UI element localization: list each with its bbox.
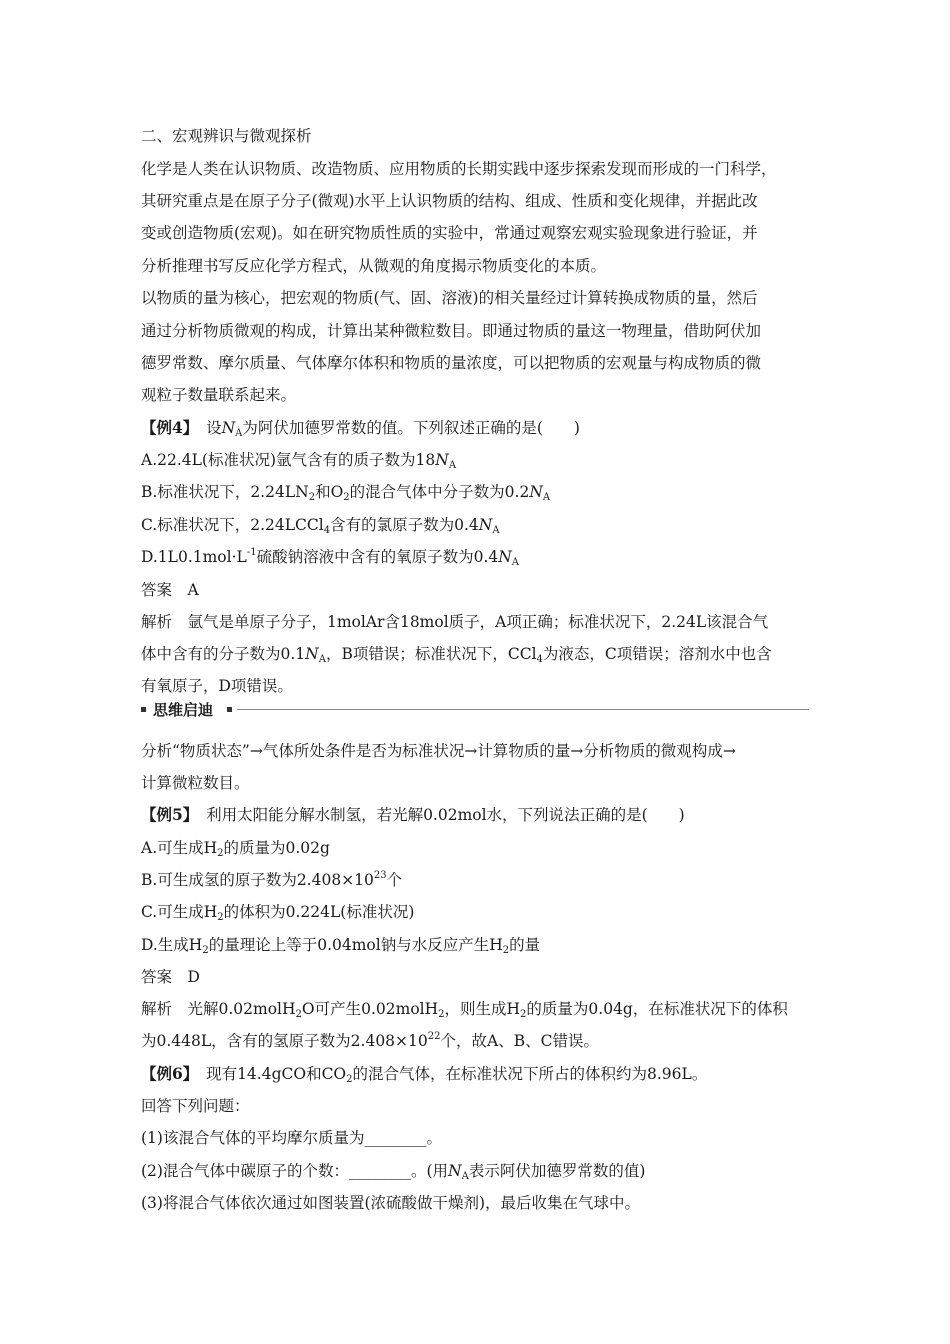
example5-option-c: C.可生成$H_2$的体积为0.224L(标准状况) — [141, 903, 415, 923]
example6-question: 【例6】 现有14.4gCO和$CO_2$的混合气体，在标准状况下所占的体积约为8.96L。 — [141, 1064, 708, 1085]
para1-line4: 分析推理书写反应化学方程式，从微观的角度揭示物质变化的本质。 — [141, 257, 607, 275]
example4-label: 【例4】 — [141, 418, 191, 437]
para1-line1: 化学是人类在认识物质、改造物质、应用物质的长期实践中逐步探索发现而形成的一门科学， — [141, 160, 777, 178]
para1-line2: 其研究重点是在原子分子(微观)水平上认识物质的结构、组成、性质和变化规律，并据此改 — [141, 192, 758, 210]
example5-answer: 答案 D — [141, 968, 200, 986]
example6-q2: (2)混合气体中碳原子的个数：________。(用$N_A$表示阿伏加德罗常数的值) — [141, 1162, 646, 1182]
thinking-title: 思维启迪 — [153, 701, 214, 719]
para1-line3: 变或创造物质(宏观)。如在研究物质性质的实验中，常通过观察宏观实验现象进行验证，并 — [141, 224, 758, 242]
thinking-divider — [141, 700, 809, 720]
example6-label: 【例6】 — [141, 1064, 191, 1083]
example4-option-b: B.标准状况下，$2.24LN_2$和$O_2$的混合气体中分子数为$0.2N_A$ — [141, 483, 551, 503]
example4-question: 【例4】 设$N_A$为阿伏加德罗常数的值。下列叙述正确的是( ) — [141, 418, 580, 439]
example6-q3: (3)将混合气体依次通过如图装置(浓硫酸做干燥剂)，最后收集在气球中。 — [141, 1194, 641, 1212]
example5-question: 【例5】 利用太阳能分解水制氢，若光解0.02mol水，下列说法正确的是( ) — [141, 805, 685, 824]
example5-option-d: D.生成$H_2$的量理论上等于0.04mol钠与水反应产生$H_2$的量 — [141, 936, 541, 956]
para2-line3: 德罗常数、摩尔质量、气体摩尔体积和物质的量浓度，可以把物质的宏观量与构成物质的微 — [141, 354, 762, 372]
example6-q1: (1)该混合气体的平均摩尔质量为________。 — [141, 1129, 442, 1147]
square-bullet-icon — [227, 707, 232, 712]
thinking-line2: 计算微粒数目。 — [141, 774, 250, 792]
example4-option-d: $D.1L0.1mol\cdot L^{-1}$硫酸钠溶液中含有的氧原子数为$0.4N_A$ — [141, 547, 520, 568]
para2-line2: 通过分析物质微观的构成，计算出某种微粒数目。即通过物质的量这一物理量，借助阿伏加 — [141, 322, 762, 340]
example5-analysis-line2: 为0.448L，含有的氢原子数为$2.408\times 10^{22}$个，故A、B、C错误。 — [141, 1031, 599, 1050]
example6-prompt: 回答下列问题： — [141, 1097, 250, 1115]
square-bullet-icon — [141, 707, 146, 712]
divider-rule — [237, 709, 809, 710]
example4-analysis-line1: 解析 氩气是单原子分子，1molAr含18mol质子，A项正确；标准状况下，2.24L该混合气 — [141, 613, 769, 631]
example4-analysis-line3: 有氧原子，D项错误。 — [141, 677, 293, 695]
para2-line1: 以物质的量为核心，把宏观的物质(气、固、溶液)的相关量经过计算转换成物质的量，然后 — [141, 289, 758, 307]
section-title: 二、宏观辨识与微观探析 — [141, 127, 312, 145]
example4-option-c: C.标准状况下，2.24LCCl$_4$含有的氯原子数为$0.4N_A$ — [141, 516, 500, 536]
example5-label: 【例5】 — [141, 805, 191, 824]
example5-option-b: B.可生成氢的原子数为$2.408\times 10^{23}$个 — [141, 870, 403, 889]
example5-option-a: A.可生成$H_2$的质量为0.02g — [141, 839, 330, 859]
example4-option-a: A.22.4L(标准状况)氩气含有的质子数为$18N_A$ — [141, 451, 457, 471]
para2-line4: 观粒子数量联系起来。 — [141, 386, 297, 404]
thinking-line1: 分析“物质状态”→气体所处条件是否为标准状况→计算物质的量→分析物质的微观构成→ — [141, 742, 736, 760]
example4-analysis-line2: 体中含有的分子数为$0.1N_A$，B项错误；标准状况下，CCl$_4$为液态，C项错误；溶剂水中也含 — [141, 645, 772, 665]
example4-answer: 答案 A — [141, 581, 199, 599]
example5-analysis-line1: 解析 光解0.02molH$_2$O可产生0.02molH$_2$，则生成$H_2$的质量为0.04g，在标准状况下的体积 — [141, 1000, 788, 1020]
